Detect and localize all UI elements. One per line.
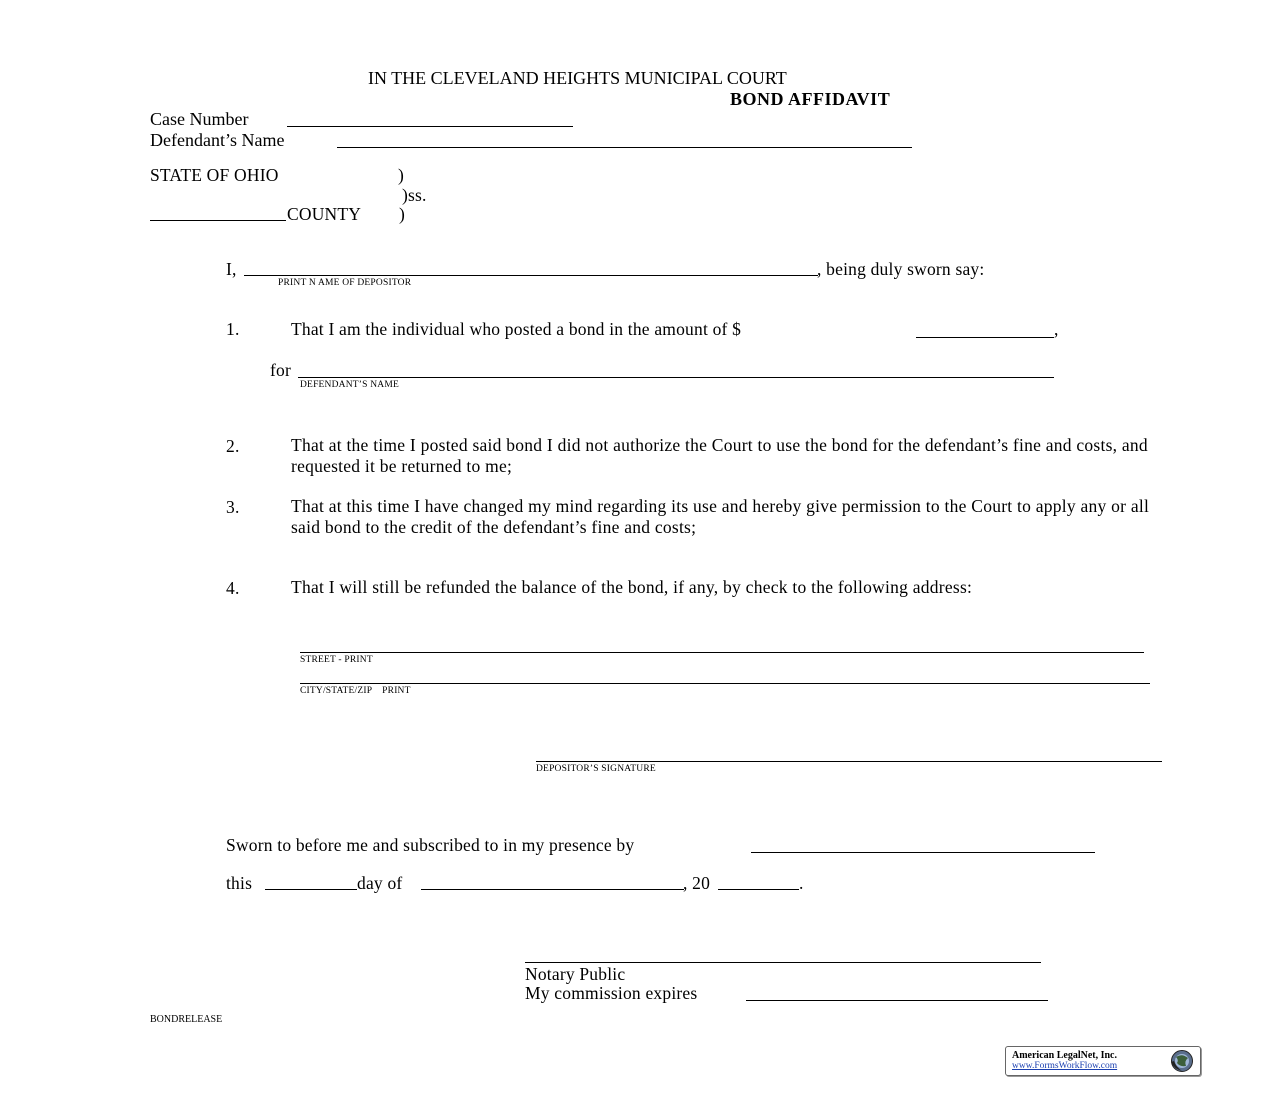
county-label: COUNTY bbox=[287, 204, 362, 224]
item-4-number: 4. bbox=[226, 578, 240, 598]
court-heading: IN THE CLEVELAND HEIGHTS MUNICIPAL COURT bbox=[368, 68, 787, 88]
depositor-name-field[interactable] bbox=[244, 275, 818, 276]
publisher-name: American LegalNet, Inc. bbox=[1012, 1050, 1117, 1061]
depositor-signature-caption: DEPOSITOR’S SIGNATURE bbox=[536, 764, 656, 774]
city-state-zip-field[interactable] bbox=[300, 683, 1150, 684]
intro-suffix: , being duly sworn say: bbox=[817, 259, 985, 279]
sworn-by-field[interactable] bbox=[751, 852, 1095, 853]
depositor-signature-field[interactable] bbox=[536, 761, 1162, 762]
venue-paren-3: ) bbox=[399, 204, 406, 224]
month-field[interactable] bbox=[421, 889, 684, 890]
for-defendant-name-field[interactable] bbox=[298, 377, 1054, 378]
item-4-text: That I will still be refunded the balance of the bond, if any, by check to the following address: bbox=[291, 577, 973, 597]
county-field[interactable] bbox=[150, 220, 286, 221]
street-caption: STREET - PRINT bbox=[300, 655, 373, 665]
this-label: this bbox=[226, 873, 253, 893]
notary-signature-field[interactable] bbox=[525, 962, 1041, 963]
item-1-text: That I am the individual who posted a bond in the amount of $ bbox=[291, 319, 742, 339]
city-state-zip-caption: CITY/STATE/ZIP PRINT bbox=[300, 686, 411, 696]
commission-expires-field[interactable] bbox=[746, 1000, 1048, 1001]
publisher-logo bbox=[1005, 1046, 1201, 1076]
for-label: for bbox=[270, 360, 292, 380]
item-3-number: 3. bbox=[226, 497, 240, 517]
for-defendant-caption: DEFENDANT’S NAME bbox=[300, 380, 399, 390]
intro-prefix: I, bbox=[226, 259, 237, 279]
year-prefix: , 20 bbox=[683, 873, 711, 893]
venue-ss: )ss. bbox=[402, 185, 427, 205]
jurat-period: . bbox=[799, 873, 804, 893]
case-number-label: Case Number bbox=[150, 109, 249, 129]
year-field[interactable] bbox=[718, 889, 799, 890]
state-label: STATE OF OHIO bbox=[150, 165, 279, 185]
form-title: BOND AFFIDAVIT bbox=[730, 89, 891, 109]
publisher-url[interactable]: www.FormsWorkFlow.com bbox=[1012, 1061, 1118, 1071]
notary-title: Notary Public bbox=[525, 964, 626, 984]
item-2-text: That at the time I posted said bond I did not authorize the Court to use the bond for the defendant’s fine and costs, and requested it be returned to me; bbox=[291, 435, 1148, 476]
item-3-text: That at this time I have changed my mind regarding its use and hereby give permission to the Court to apply any or all said bond to the credit of the defendant’s fine and costs; bbox=[291, 496, 1150, 537]
sworn-text: Sworn to before me and subscribed to in my presence by bbox=[226, 835, 635, 855]
venue-paren-1: ) bbox=[398, 165, 405, 185]
item-1-end: , bbox=[1054, 319, 1059, 339]
item-1-number: 1. bbox=[226, 319, 240, 339]
defendant-name-field[interactable] bbox=[337, 147, 912, 148]
globe-icon bbox=[1168, 1049, 1196, 1073]
form-code: BONDRELEASE bbox=[150, 1014, 223, 1025]
commission-label: My commission expires bbox=[525, 983, 698, 1003]
depositor-name-caption: PRINT N AME OF DEPOSITOR bbox=[278, 278, 412, 288]
case-number-field[interactable] bbox=[287, 126, 573, 127]
day-field[interactable] bbox=[265, 889, 357, 890]
street-field[interactable] bbox=[300, 652, 1144, 653]
item-2-number: 2. bbox=[226, 436, 240, 456]
day-of-label: day of bbox=[357, 873, 403, 893]
defendant-name-label: Defendant’s Name bbox=[150, 130, 285, 150]
bond-amount-field[interactable] bbox=[916, 337, 1054, 338]
